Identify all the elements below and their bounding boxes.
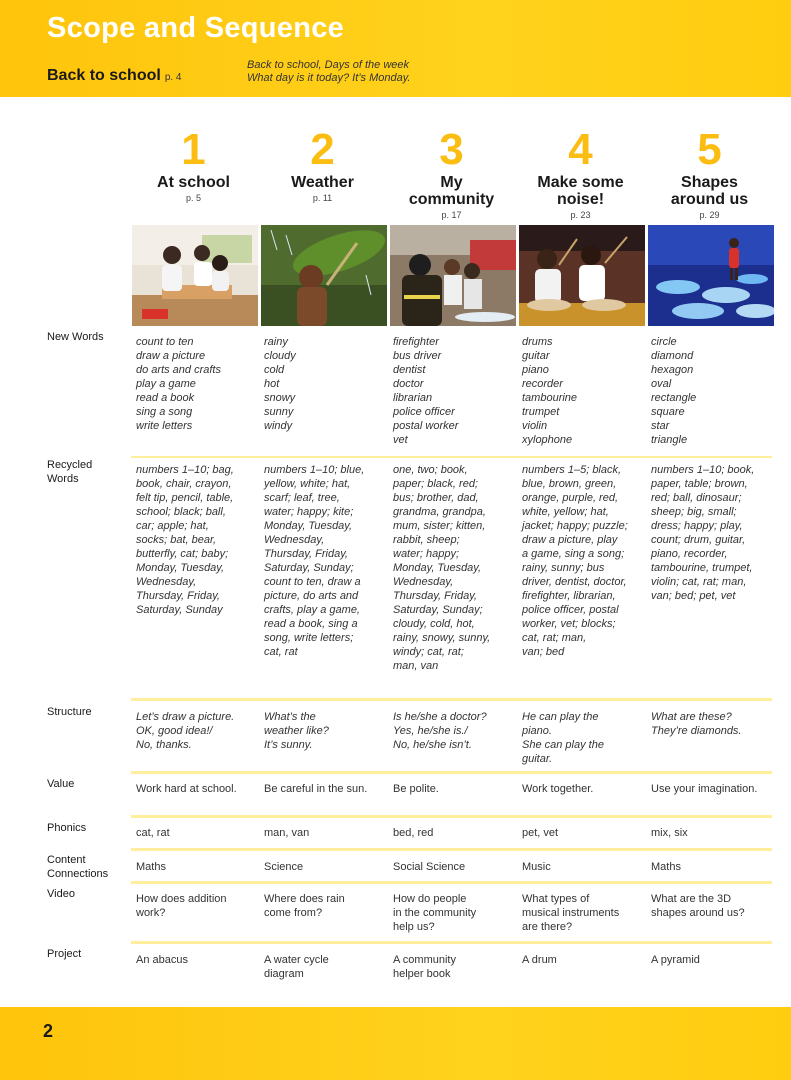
cell-line: rectangle xyxy=(651,392,697,404)
cell-line: Maths xyxy=(136,861,166,873)
unit-name: At school xyxy=(157,174,230,191)
cell-line: white, yellow; hat, xyxy=(522,506,609,518)
cell-line: rabbit, sheep; xyxy=(393,534,460,546)
cell-line: tambourine xyxy=(522,392,578,404)
cell-line: grandma, grandpa, xyxy=(393,506,486,518)
row-separator xyxy=(131,848,772,851)
cell-line: write letters xyxy=(136,420,193,432)
unit-header-4 xyxy=(518,125,643,220)
unit-number: 4 xyxy=(568,125,593,174)
unit-photos xyxy=(132,225,775,326)
cell-line: yellow, white; hat, xyxy=(264,478,351,490)
back-to-school-label: Back to school xyxy=(47,67,161,84)
new-words-cell-unit-5 xyxy=(651,335,776,447)
phonics-cell-unit-1 xyxy=(136,826,261,840)
cell-line: in the community xyxy=(393,907,477,919)
unit-name: noise! xyxy=(556,191,605,208)
cell-line: diagram xyxy=(264,968,304,980)
structure-cell-unit-5 xyxy=(651,710,776,738)
row-label-value xyxy=(47,777,129,791)
content-connections-cell-unit-5 xyxy=(651,860,776,874)
new-words-cell-unit-3 xyxy=(393,335,518,447)
cell-line: firefighter, librarian, xyxy=(522,590,616,602)
cell-line: man, van xyxy=(393,660,439,672)
cell-line: What are the 3D xyxy=(651,893,732,905)
unit-name: Shapes xyxy=(681,174,738,191)
cell-line: pet, vet xyxy=(522,827,559,839)
unit-page: p. 23 xyxy=(570,210,591,220)
cell-line: No, he/she isn’t. xyxy=(393,739,472,751)
cell-line: musical instruments xyxy=(522,907,620,919)
cell-line: A drum xyxy=(522,954,557,966)
cell-line: cloudy, cold, hot, xyxy=(393,618,475,630)
cell-line: How do people xyxy=(393,893,467,905)
value-cell-unit-5 xyxy=(651,782,776,796)
cell-line: worker, vet; blocks; xyxy=(522,618,616,630)
unit-number: 5 xyxy=(697,125,722,174)
cell-line: cat, rat xyxy=(264,646,298,658)
cell-line: A community xyxy=(393,954,456,966)
cell-line: cloudy xyxy=(264,350,296,362)
cell-line: Monday, Tuesday, xyxy=(136,562,225,574)
cell-line: numbers 1–10; blue, xyxy=(264,464,365,476)
cell-line: school; black; ball, xyxy=(136,506,226,518)
cell-line: postal worker xyxy=(393,420,459,432)
cell-line: Work together. xyxy=(522,783,594,795)
cell-line: book, chair, crayon, xyxy=(136,478,232,490)
unit-header-1 xyxy=(131,125,256,203)
new-words-cell-unit-2 xyxy=(264,335,389,433)
recycled-words-cell-unit-2 xyxy=(264,463,389,659)
cell-line: socks; bat, bear, xyxy=(136,534,217,546)
cell-line: piano, recorder, xyxy=(651,548,728,560)
row-label-project xyxy=(47,947,129,961)
unit-header-3 xyxy=(389,125,514,220)
cell-line: Yes, he/she is./ xyxy=(393,725,468,737)
phonics-cell-unit-3 xyxy=(393,826,518,840)
content-connections-cell-unit-2 xyxy=(264,860,389,874)
cell-line: rainy, snowy, sunny, xyxy=(393,632,491,644)
cell-line: diamond xyxy=(651,350,694,362)
cell-line: A pyramid xyxy=(651,954,700,966)
cell-line: red; ball, dinosaur; xyxy=(651,492,742,504)
cell-line: violin; cat, rat; man, xyxy=(651,576,747,588)
cell-line: OK, good idea!/ xyxy=(136,725,213,737)
cell-line: police officer xyxy=(393,406,455,418)
cell-line: van; bed; pet, vet xyxy=(651,590,736,602)
row-label-line: Phonics xyxy=(47,822,87,834)
unit-header-2 xyxy=(260,125,385,203)
project-cell-unit-5 xyxy=(651,953,776,967)
unit-header-5 xyxy=(647,125,772,220)
cell-line: cat, rat xyxy=(136,827,170,839)
cell-line: He can play the xyxy=(522,711,599,723)
content-connections-cell-unit-1 xyxy=(136,860,261,874)
cell-line: rainy, sunny; bus xyxy=(522,562,605,574)
cell-line: Saturday, Sunday xyxy=(136,604,223,616)
cell-line: draw a picture, play xyxy=(522,534,618,546)
row-separator xyxy=(131,771,772,774)
cell-line: How does addition xyxy=(136,893,227,905)
cell-line: Is he/she a doctor? xyxy=(393,711,487,723)
structure-cell-unit-3 xyxy=(393,710,518,752)
cell-line: numbers 1–10; book, xyxy=(651,464,755,476)
row-label-phonics xyxy=(47,821,129,835)
row-label-line: Video xyxy=(47,888,75,900)
cell-line: sunny xyxy=(264,406,294,418)
unit-name: Make some xyxy=(537,174,624,191)
cell-line: driver, dentist, doctor, xyxy=(522,576,627,588)
cell-line: A water cycle xyxy=(264,954,329,966)
cell-line: recorder xyxy=(522,378,563,390)
cell-line: orange, purple, red, xyxy=(522,492,619,504)
cell-line: are there? xyxy=(522,921,573,933)
unit-page: p. 5 xyxy=(185,193,201,203)
cell-line: help us? xyxy=(393,921,435,933)
cell-line: guitar. xyxy=(522,753,553,765)
structure-cell-unit-1 xyxy=(136,710,261,752)
row-label-line: Content xyxy=(47,854,86,866)
cell-line: triangle xyxy=(651,434,688,446)
cell-line: butterfly, cat; baby; xyxy=(136,548,229,560)
cell-line: Be careful in the sun. xyxy=(264,783,368,795)
cell-line: mum, sister; kitten, xyxy=(393,520,486,532)
cell-line: Wednesday, xyxy=(136,576,197,588)
recycled-words-cell-unit-1 xyxy=(136,463,261,617)
cell-line: mix, six xyxy=(651,827,688,839)
back-to-school-desc-line: Back to school, Days of the week xyxy=(247,59,410,71)
back-to-school-description xyxy=(247,59,410,85)
drummers-performing-photo xyxy=(519,225,645,326)
value-cell-unit-1 xyxy=(136,782,261,796)
unit-page: p. 17 xyxy=(441,210,462,220)
row-label-video xyxy=(47,887,129,901)
cell-line: cold xyxy=(264,364,285,376)
cell-line: man, van xyxy=(264,827,310,839)
value-cell-unit-4 xyxy=(522,782,647,796)
cell-line: do arts and crafts xyxy=(136,364,221,376)
video-cell-unit-4 xyxy=(522,892,647,934)
content-connections-cell-unit-4 xyxy=(522,860,647,874)
row-label-recycled-words xyxy=(47,458,129,486)
back-to-school-desc-line: What day is it today? It’s Monday. xyxy=(247,72,411,84)
unit-page: p. 29 xyxy=(699,210,720,220)
row-label-line: Connections xyxy=(47,868,109,880)
row-label-line: Words xyxy=(47,473,79,485)
cell-line: numbers 1–10; bag, xyxy=(136,464,234,476)
cell-line: Monday, Tuesday, xyxy=(264,520,353,532)
cell-line: song, write letters; xyxy=(264,632,354,644)
cell-line: xylophone xyxy=(522,434,573,446)
cell-line: librarian xyxy=(393,392,433,404)
cell-line: count; drum, guitar, xyxy=(651,534,746,546)
cell-line: van; bed xyxy=(522,646,565,658)
cell-line: Work hard at school. xyxy=(136,783,237,795)
cell-line: oval xyxy=(651,378,672,390)
cell-line: picture, do arts and xyxy=(264,590,359,602)
cell-line: helper book xyxy=(393,968,451,980)
cell-line: paper, table; brown, xyxy=(651,478,748,490)
cell-line: paper; black, red; xyxy=(393,478,478,490)
recycled-words-cell-unit-3 xyxy=(393,463,518,673)
cell-line: Wednesday, xyxy=(264,534,325,546)
cell-line: hexagon xyxy=(651,364,694,376)
video-cell-unit-2 xyxy=(264,892,389,920)
cell-line: blue, brown, green, xyxy=(522,478,617,490)
page-title: Scope and Sequence xyxy=(47,12,345,44)
structure-cell-unit-4 xyxy=(522,710,647,766)
row-label-content-connections xyxy=(47,853,129,881)
cell-line: What types of xyxy=(522,893,590,905)
cell-line: crafts, play a game, xyxy=(264,604,360,616)
cell-line: piano. xyxy=(522,725,552,737)
cell-line: square xyxy=(651,406,685,418)
row-separator xyxy=(131,941,772,944)
cell-line: sheep; big, small; xyxy=(651,506,737,518)
cell-line: sing a song xyxy=(136,406,193,418)
project-cell-unit-1 xyxy=(136,953,261,967)
cell-line: bed, red xyxy=(393,827,434,839)
cell-line: bus driver xyxy=(393,350,442,362)
cell-line: Maths xyxy=(651,861,681,873)
unit-number: 3 xyxy=(439,125,464,174)
cell-line: dentist xyxy=(393,364,426,376)
child-with-leaf-umbrella-in-rain-photo xyxy=(261,225,387,326)
cell-line: draw a picture xyxy=(136,350,206,362)
firefighter-with-children-photo xyxy=(390,225,516,326)
cell-line: read a book xyxy=(136,392,195,404)
cell-line: Saturday, Sunday; xyxy=(393,604,483,616)
cell-line: Thursday, Friday, xyxy=(393,590,477,602)
cell-line: water; happy; xyxy=(393,548,460,560)
recycled-words-cell-unit-4 xyxy=(522,463,647,659)
cell-line: count to ten xyxy=(136,336,194,348)
row-separator xyxy=(131,815,772,818)
row-separator xyxy=(131,698,772,701)
cell-line: count to ten, draw a xyxy=(264,576,361,588)
row-label-line: New Words xyxy=(47,331,104,343)
cell-line: star xyxy=(651,420,670,432)
unit-name: around us xyxy=(670,191,749,208)
back-to-school-heading xyxy=(47,67,182,85)
cell-line: weather like? xyxy=(264,725,329,737)
cell-line: read a book, sing a xyxy=(264,618,358,630)
value-cell-unit-2 xyxy=(264,782,389,796)
unit-name: Weather xyxy=(291,174,354,191)
cell-line: numbers 1–5; black, xyxy=(522,464,622,476)
unit-name: community xyxy=(408,191,495,208)
project-cell-unit-4 xyxy=(522,953,647,967)
unit-number: 2 xyxy=(310,125,335,174)
cell-line: Thursday, Friday, xyxy=(136,590,220,602)
cell-line: Be polite. xyxy=(393,783,439,795)
cell-line: cat, rat; man, xyxy=(522,632,587,644)
video-cell-unit-3 xyxy=(393,892,518,934)
cell-line: water; happy; kite; xyxy=(264,506,354,518)
cell-line: No, thanks. xyxy=(136,739,192,751)
glowing-circles-floor-photo xyxy=(648,225,774,326)
children-doing-crafts-photo xyxy=(132,225,258,326)
cell-line: doctor xyxy=(393,378,424,390)
cell-line: snowy xyxy=(264,392,296,404)
cell-line: They’re diamonds. xyxy=(651,725,742,737)
row-label-line: Recycled xyxy=(47,459,93,471)
cell-line: windy xyxy=(264,420,293,432)
cell-line: Monday, Tuesday, xyxy=(393,562,482,574)
cell-line: one, two; book, xyxy=(393,464,468,476)
cell-line: violin xyxy=(522,420,548,432)
cell-line: bus; brother, dad, xyxy=(393,492,479,504)
cell-line: What’s the xyxy=(264,711,316,723)
project-cell-unit-3 xyxy=(393,953,518,981)
cell-line: a game, sing a song; xyxy=(522,548,625,560)
row-label-line: Structure xyxy=(47,706,92,718)
cell-line: felt tip, pencil, table, xyxy=(136,492,234,504)
phonics-cell-unit-2 xyxy=(264,826,389,840)
cell-line: hot xyxy=(264,378,280,390)
cell-line: police officer, postal xyxy=(522,604,619,616)
project-cell-unit-2 xyxy=(264,953,389,981)
cell-line: What are these? xyxy=(651,711,732,723)
cell-line: She can play the xyxy=(522,739,604,751)
row-label-line: Project xyxy=(47,948,82,960)
row-label-line: Value xyxy=(47,778,75,790)
unit-headers xyxy=(131,125,776,224)
back-to-school-page: p. 4 xyxy=(164,72,182,83)
cell-line: dress; happy; play, xyxy=(651,520,743,532)
cell-line: play a game xyxy=(136,378,196,390)
cell-line: jacket; happy; puzzle; xyxy=(522,520,628,532)
video-cell-unit-5 xyxy=(651,892,776,920)
cell-line: vet xyxy=(393,434,408,446)
cell-line: shapes around us? xyxy=(651,907,745,919)
content-connections-cell-unit-3 xyxy=(393,860,518,874)
cell-line: trumpet xyxy=(522,406,560,418)
cell-line: car; apple; hat, xyxy=(136,520,209,532)
cell-line: Use your imagination. xyxy=(651,783,758,795)
recycled-words-cell-unit-5 xyxy=(651,463,776,603)
structure-cell-unit-2 xyxy=(264,710,389,752)
cell-line: drums xyxy=(522,336,553,348)
unit-page: p. 11 xyxy=(312,193,333,203)
cell-line: Music xyxy=(522,861,551,873)
row-separator xyxy=(131,456,772,458)
footer-band xyxy=(0,1007,791,1080)
unit-name: My xyxy=(440,174,463,191)
cell-line: Where does rain xyxy=(264,893,345,905)
phonics-cell-unit-5 xyxy=(651,826,776,840)
cell-line: work? xyxy=(136,907,166,919)
new-words-cell-unit-1 xyxy=(136,335,261,433)
page-number: 2 xyxy=(43,1021,54,1041)
row-label-new-words xyxy=(47,330,129,344)
cell-line: Social Science xyxy=(393,861,466,873)
cell-line: windy; cat, rat; xyxy=(393,646,464,658)
row-separator xyxy=(131,881,772,884)
cell-line: tambourine, trumpet, xyxy=(651,562,753,574)
cell-line: guitar xyxy=(522,350,550,362)
cell-line: Thursday, Friday, xyxy=(264,548,348,560)
cell-line: rainy xyxy=(264,336,288,348)
cell-line: circle xyxy=(651,336,677,348)
cell-line: Science xyxy=(264,861,304,873)
cell-line: An abacus xyxy=(136,954,188,966)
value-cell-unit-3 xyxy=(393,782,518,796)
cell-line: Saturday, Sunday; xyxy=(264,562,354,574)
cell-line: piano xyxy=(522,364,549,376)
new-words-cell-unit-4 xyxy=(522,335,647,447)
cell-line: firefighter xyxy=(393,336,439,348)
cell-line: scarf; leaf, tree, xyxy=(264,492,340,504)
cell-line: It’s sunny. xyxy=(264,739,313,751)
row-label-structure xyxy=(47,705,129,719)
video-cell-unit-1 xyxy=(136,892,261,920)
phonics-cell-unit-4 xyxy=(522,826,647,840)
unit-number: 1 xyxy=(181,125,206,174)
cell-line: come from? xyxy=(264,907,323,919)
cell-line: Let’s draw a picture. xyxy=(136,711,235,723)
cell-line: Wednesday, xyxy=(393,576,454,588)
